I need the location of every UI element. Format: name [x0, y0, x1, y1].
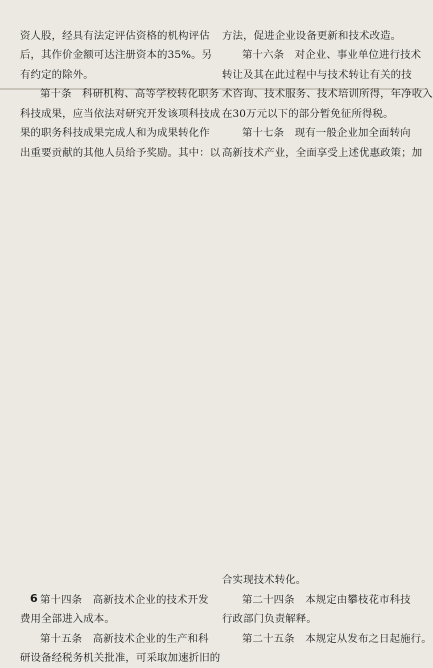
text-line — [20, 280, 205, 299]
text-line — [20, 183, 205, 202]
text-line — [20, 221, 205, 240]
text-line: 方法，促进企业设备更新和技术改造。 — [222, 30, 402, 42]
text-line — [222, 494, 407, 513]
text-line — [222, 474, 407, 493]
text-line — [222, 338, 407, 357]
text-line — [222, 319, 407, 338]
text-line — [20, 474, 205, 493]
left-column — [20, 27, 221, 668]
text-line: 第十六条 对企业、事业单位进行技术 — [242, 49, 422, 62]
text-line — [222, 183, 407, 202]
text-line — [222, 260, 407, 279]
text-line — [20, 513, 205, 532]
text-line — [20, 377, 205, 396]
text-line — [20, 455, 205, 474]
text-line: 第十七条 现有一般企业加全面转向 — [242, 127, 411, 140]
text-line: 术咨询、技术服务、技术培训所得，年净收入 — [222, 88, 433, 101]
text-line: 研设备经税务机关批准，可采取加速折旧的 — [20, 652, 221, 664]
text-line: 果的职务科技成果完成人和为成果转化作 — [20, 127, 210, 140]
page-number: 6 — [30, 592, 38, 605]
text-line — [20, 163, 205, 182]
text-line: 行政部门负责解释。 — [222, 613, 317, 626]
text-line: 出重要贡献的其他人员给予奖励。其中：以 — [20, 146, 221, 159]
text-line — [222, 532, 407, 551]
text-line — [222, 455, 407, 474]
text-line — [20, 571, 205, 590]
text-line: 第二十四条 本规定由攀枝花市科技 — [242, 593, 411, 606]
text-line: 高新技术产业，全面享受上述优惠政策；加 — [222, 146, 423, 159]
text-line — [222, 377, 407, 396]
text-line — [20, 435, 205, 454]
text-line — [20, 241, 205, 260]
text-line — [20, 319, 205, 338]
text-line — [20, 396, 205, 415]
text-line: 费用全部进入成本。 — [20, 613, 115, 626]
text-line: 第二十五条 本规定从发布之日起施行。 — [242, 632, 432, 645]
text-line — [20, 338, 205, 357]
text-line — [20, 299, 205, 318]
text-line: 合实现技术转化。 — [222, 574, 307, 587]
text-line: 第十四条 高新技术企业的技术开发 — [40, 593, 209, 606]
text-line: 第十条 科研机构、高等学校转化职务 — [40, 88, 220, 101]
text-line — [222, 241, 407, 260]
text-line — [222, 513, 407, 532]
text-line — [222, 552, 407, 571]
text-line: 资人股，经具有法定评估资格的机构评估 — [20, 30, 210, 42]
text-line — [222, 357, 407, 376]
text-line — [222, 202, 407, 221]
text-line — [20, 494, 205, 513]
text-line — [20, 202, 205, 221]
right-column — [222, 27, 433, 649]
text-line: 后，其作价金额可达注册资本的35%。另 — [20, 49, 213, 62]
text-line — [20, 552, 205, 571]
text-line — [222, 280, 407, 299]
text-line — [222, 299, 407, 318]
text-line: 第十五条 高新技术企业的生产和科 — [40, 632, 209, 645]
text-line: 有约定的除外。 — [20, 68, 94, 81]
text-line — [222, 435, 407, 454]
text-line — [222, 221, 407, 240]
text-line: 在30万元以下的部分暂免征所得税。 — [222, 107, 394, 120]
text-line — [20, 357, 205, 376]
text-line — [20, 260, 205, 279]
text-line — [222, 416, 407, 435]
text-line — [222, 396, 407, 415]
text-line: 科技成果，应当依法对研究开发该项科技成 — [20, 107, 221, 120]
text-line — [20, 532, 205, 551]
text-line — [20, 416, 205, 435]
text-line — [222, 163, 407, 182]
text-line: 转让及其在此过程中与技术转让有关的技 — [222, 68, 412, 81]
